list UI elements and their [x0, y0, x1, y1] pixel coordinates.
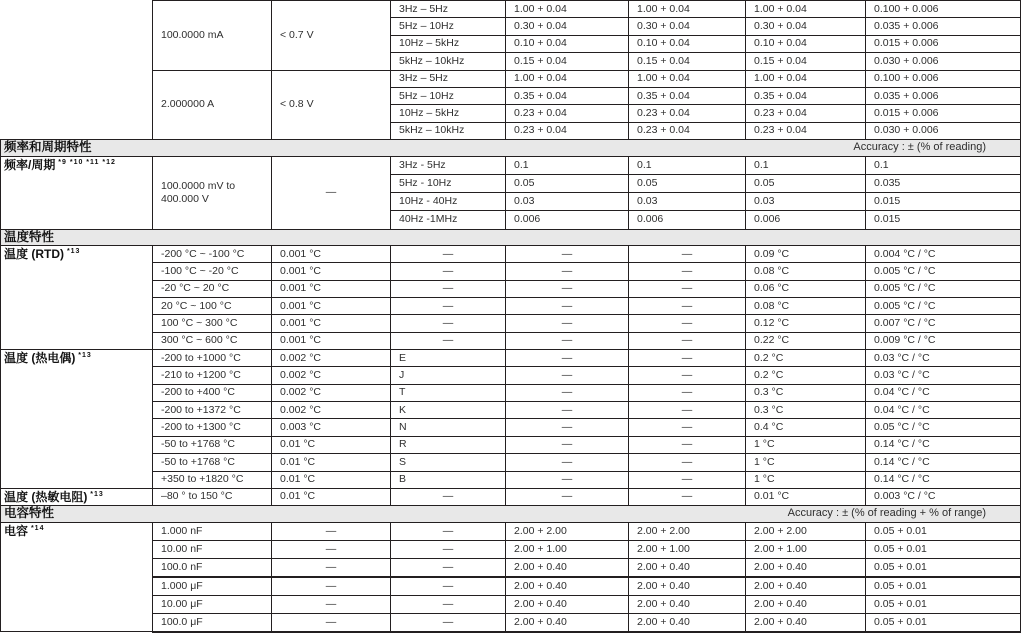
footnote-superscript: *13	[64, 248, 81, 256]
spec-value-cell: 1.00 + 0.04	[746, 70, 866, 87]
spec-value-cell: 2.00 + 0.40	[629, 559, 746, 577]
spec-value-cell: 0.035	[866, 174, 1021, 192]
not-applicable-dash-cell: —	[272, 522, 391, 540]
spec-value-cell: 0.03	[629, 193, 746, 211]
spec-value-cell: 0.002 °C	[272, 384, 391, 401]
spec-value-cell: J	[391, 367, 506, 384]
spec-value-cell: 0.1	[866, 156, 1021, 174]
spec-value-cell: -200 to +1372 °C	[153, 402, 272, 419]
section-title: 频率和周期特性	[4, 140, 92, 155]
spec-value-cell: 0.005 °C / °C	[866, 280, 1021, 297]
not-applicable-dash-cell: —	[506, 315, 629, 332]
not-applicable-dash-cell: —	[629, 436, 746, 453]
spec-value-cell: 0.01 °C	[272, 454, 391, 471]
not-applicable-dash-cell: —	[506, 419, 629, 436]
spec-value-cell: 0.14 °C / °C	[866, 454, 1021, 471]
not-applicable-dash-cell: —	[629, 367, 746, 384]
spec-value-cell: 40Hz -1MHz	[391, 211, 506, 229]
not-applicable-dash-cell: —	[629, 315, 746, 332]
spec-value-cell: S	[391, 454, 506, 471]
spec-value-cell: 0.001 °C	[272, 298, 391, 315]
spec-value-cell: 0.3 °C	[746, 384, 866, 401]
spec-value-cell: 2.00 + 0.40	[746, 577, 866, 595]
spec-value-cell: –80 ° to 150 °C	[153, 489, 272, 506]
spec-value-cell: -200 to +400 °C	[153, 384, 272, 401]
spec-value-cell: 0.030 + 0.006	[866, 122, 1021, 139]
spec-value-cell: 0.030 + 0.006	[866, 53, 1021, 70]
spec-value-cell: 100.0 nF	[153, 559, 272, 577]
spec-value-cell: 0.14 °C / °C	[866, 436, 1021, 453]
not-applicable-dash-cell: —	[391, 298, 506, 315]
section-title: 电容特性	[4, 506, 55, 521]
not-applicable-dash-cell: —	[391, 540, 506, 558]
spec-value-cell: 1.00 + 0.04	[629, 70, 746, 87]
spec-value-cell: 2.00 + 0.40	[506, 577, 629, 595]
spec-value-cell: 3Hz - 5Hz	[391, 156, 506, 174]
spec-value-cell: 0.006	[506, 211, 629, 229]
spec-value-cell: 5Hz - 10Hz	[391, 174, 506, 192]
spec-value-cell: 0.1	[506, 156, 629, 174]
spec-value-cell: 2.00 + 2.00	[506, 522, 629, 540]
spec-value-cell: 20 °C ~ 100 °C	[153, 298, 272, 315]
not-applicable-dash-cell: —	[506, 263, 629, 280]
spec-value-cell: 5kHz – 10kHz	[391, 53, 506, 70]
spec-value-cell: 0.08 °C	[746, 263, 866, 280]
spec-value-cell: 0.100 + 0.006	[866, 70, 1021, 87]
not-applicable-dash-cell: —	[629, 471, 746, 488]
spec-value-cell: -200 to +1300 °C	[153, 419, 272, 436]
spec-value-cell: -50 to +1768 °C	[153, 436, 272, 453]
footnote-superscript: *14	[28, 524, 45, 532]
spec-value-cell: 0.001 °C	[272, 246, 391, 263]
spec-value-cell: 0.4 °C	[746, 419, 866, 436]
spec-value-cell: -20 °C ~ 20 °C	[153, 280, 272, 297]
spec-value-cell: 0.01 °C	[272, 471, 391, 488]
footnote-superscript: *13	[87, 491, 104, 499]
spec-value-cell: 2.00 + 0.40	[629, 614, 746, 632]
spec-value-cell: 0.10 + 0.04	[506, 35, 629, 52]
spec-value-cell: 0.05 + 0.01	[866, 577, 1021, 595]
not-applicable-dash-cell: —	[272, 577, 391, 595]
spec-value-cell: R	[391, 436, 506, 453]
spec-value-cell: 0.01 °C	[272, 489, 391, 506]
not-applicable-dash-cell: —	[629, 246, 746, 263]
spec-value-cell: 0.001 °C	[272, 332, 391, 349]
spec-value-cell: 0.003 °C / °C	[866, 489, 1021, 506]
spec-value-cell: 0.004 °C / °C	[866, 246, 1021, 263]
row-group-label: 温度 (热敏电阻) $^{*13}$	[1, 489, 153, 506]
not-applicable-dash-cell: —	[506, 298, 629, 315]
spec-value-cell: 2.00 + 2.00	[629, 522, 746, 540]
spec-value-cell: 0.06 °C	[746, 280, 866, 297]
not-applicable-dash-cell: —	[506, 349, 629, 366]
spec-value-cell: 0.035 + 0.006	[866, 18, 1021, 35]
not-applicable-dash-cell: —	[391, 559, 506, 577]
spec-value-cell: 0.015 + 0.006	[866, 35, 1021, 52]
spec-value-cell: 0.05	[746, 174, 866, 192]
spec-value-cell: 0.05 + 0.01	[866, 540, 1021, 558]
spec-value-cell: 0.2 °C	[746, 349, 866, 366]
not-applicable-dash-cell: —	[391, 332, 506, 349]
spec-value-cell: 0.23 + 0.04	[629, 122, 746, 139]
spec-value-cell: 0.15 + 0.04	[746, 53, 866, 70]
not-applicable-dash-cell: —	[391, 577, 506, 595]
not-applicable-dash-cell: —	[272, 559, 391, 577]
spec-value-cell: 0.002 °C	[272, 402, 391, 419]
spec-value-cell: 0.05	[506, 174, 629, 192]
spec-value-cell: 0.05 + 0.01	[866, 614, 1021, 632]
not-applicable-dash-cell: —	[629, 384, 746, 401]
spec-value-cell: 0.22 °C	[746, 332, 866, 349]
not-applicable-dash-cell: —	[272, 540, 391, 558]
spec-value-cell: 0.1	[746, 156, 866, 174]
spec-value-cell: 0.23 + 0.04	[629, 105, 746, 122]
spec-value-cell: 10Hz – 5kHz	[391, 35, 506, 52]
spec-value-cell: 2.00 + 0.40	[629, 577, 746, 595]
spec-value-cell: 0.100 + 0.006	[866, 1, 1021, 18]
not-applicable-dash-cell: —	[506, 489, 629, 506]
spec-value-cell: 0.035 + 0.006	[866, 87, 1021, 104]
spec-value-cell: 0.23 + 0.04	[506, 122, 629, 139]
spec-value-cell: 0.003 °C	[272, 419, 391, 436]
section-header-bar	[1, 229, 1021, 246]
spec-value-cell: 100 °C ~ 300 °C	[153, 315, 272, 332]
spec-value-cell: 2.00 + 0.40	[506, 614, 629, 632]
spec-value-cell: 0.05 °C / °C	[866, 419, 1021, 436]
spec-value-cell: 0.08 °C	[746, 298, 866, 315]
spec-value-cell: 0.12 °C	[746, 315, 866, 332]
row-group-label: 温度 (热电偶) $^{*13}$	[1, 349, 153, 488]
not-applicable-dash-cell: —	[629, 489, 746, 506]
spec-value-cell: 10.00 μF	[153, 595, 272, 613]
spec-value-cell: 100.0000 mV to 400.000 V	[153, 156, 272, 229]
spec-value-cell: < 0.8 V	[272, 70, 391, 140]
spec-value-cell: 0.23 + 0.04	[746, 122, 866, 139]
spec-value-cell: 0.015	[866, 211, 1021, 229]
spec-value-cell: 2.00 + 2.00	[746, 522, 866, 540]
spec-value-cell: 0.23 + 0.04	[506, 105, 629, 122]
spec-value-cell: 1 °C	[746, 471, 866, 488]
spec-value-cell: 1.00 + 0.04	[506, 70, 629, 87]
not-applicable-dash-cell: —	[506, 402, 629, 419]
spec-value-cell: 0.01 °C	[272, 436, 391, 453]
spec-value-cell: 0.14 °C / °C	[866, 471, 1021, 488]
not-applicable-dash-cell: —	[629, 280, 746, 297]
spec-value-cell: 1.000 nF	[153, 522, 272, 540]
spec-value-cell: 0.2 °C	[746, 367, 866, 384]
spec-value-cell: 0.04 °C / °C	[866, 384, 1021, 401]
spec-value-cell: 1 °C	[746, 454, 866, 471]
not-applicable-dash-cell: —	[391, 522, 506, 540]
spec-value-cell: 100.0 μF	[153, 614, 272, 632]
not-applicable-dash-cell: —	[272, 614, 391, 632]
not-applicable-dash-cell: —	[506, 454, 629, 471]
spec-value-cell: 0.002 °C	[272, 349, 391, 366]
spec-value-cell: 0.04 °C / °C	[866, 402, 1021, 419]
spec-value-cell: -200 to +1000 °C	[153, 349, 272, 366]
not-applicable-dash-cell: —	[506, 436, 629, 453]
spec-value-cell: +350 to +1820 °C	[153, 471, 272, 488]
not-applicable-dash-cell: —	[629, 419, 746, 436]
spec-value-cell: -210 to +1200 °C	[153, 367, 272, 384]
spec-value-cell: 0.30 + 0.04	[746, 18, 866, 35]
spec-value-cell: 0.007 °C / °C	[866, 315, 1021, 332]
spec-value-cell: 10Hz - 40Hz	[391, 193, 506, 211]
spec-value-cell: 5kHz – 10kHz	[391, 122, 506, 139]
spec-value-cell: 2.000000 A	[153, 70, 272, 140]
row-group-label: 电容 $^{*14}$	[1, 522, 153, 632]
spec-value-cell: 0.005 °C / °C	[866, 263, 1021, 280]
section-header-bar	[1, 140, 1021, 157]
spec-value-cell: 0.1	[629, 156, 746, 174]
spec-value-cell: 100.0000 mA	[153, 1, 272, 71]
spec-value-cell: 0.15 + 0.04	[506, 53, 629, 70]
spec-value-cell: 0.30 + 0.04	[629, 18, 746, 35]
spec-value-cell: 2.00 + 0.40	[746, 595, 866, 613]
not-applicable-dash-cell: —	[629, 402, 746, 419]
spec-value-cell: 0.006	[629, 211, 746, 229]
spec-value-cell: 0.15 + 0.04	[629, 53, 746, 70]
spec-value-cell: T	[391, 384, 506, 401]
not-applicable-dash-cell: —	[272, 595, 391, 613]
spec-value-cell: 0.10 + 0.04	[746, 35, 866, 52]
spec-value-cell: 3Hz – 5Hz	[391, 1, 506, 18]
accuracy-note: Accuracy : ± (% of reading)	[853, 141, 986, 154]
not-applicable-dash-cell: —	[629, 454, 746, 471]
spec-value-cell: E	[391, 349, 506, 366]
spec-value-cell: 2.00 + 1.00	[629, 540, 746, 558]
spec-value-cell: 2.00 + 0.40	[746, 614, 866, 632]
not-applicable-dash-cell: —	[629, 263, 746, 280]
spec-value-cell: 2.00 + 1.00	[506, 540, 629, 558]
spec-value-cell: 2.00 + 1.00	[746, 540, 866, 558]
not-applicable-dash-cell: —	[391, 614, 506, 632]
spec-value-cell: 0.3 °C	[746, 402, 866, 419]
spec-value-cell: 1 °C	[746, 436, 866, 453]
not-applicable-dash-cell: —	[506, 246, 629, 263]
not-applicable-dash-cell: —	[391, 246, 506, 263]
spec-value-cell: 0.05 + 0.01	[866, 522, 1021, 540]
spec-value-cell: 10Hz – 5kHz	[391, 105, 506, 122]
spec-value-cell: N	[391, 419, 506, 436]
spec-value-cell: 0.05	[629, 174, 746, 192]
section-title: 温度特性	[4, 229, 55, 244]
spec-value-cell: 5Hz – 10Hz	[391, 87, 506, 104]
not-applicable-dash-cell: —	[391, 315, 506, 332]
spec-value-cell: 0.35 + 0.04	[746, 87, 866, 104]
accuracy-note: Accuracy : ± (% of reading + % of range)	[787, 506, 986, 519]
spec-value-cell: 0.03	[506, 193, 629, 211]
footnote-superscript: *9 *10 *11 *12	[55, 158, 116, 166]
blank-cell	[1, 1, 153, 140]
spec-value-cell: 0.05 + 0.01	[866, 595, 1021, 613]
spec-value-cell: 0.35 + 0.04	[506, 87, 629, 104]
spec-value-cell: 0.009 °C / °C	[866, 332, 1021, 349]
spec-value-cell: 0.015	[866, 193, 1021, 211]
spec-value-cell: 0.001 °C	[272, 263, 391, 280]
not-applicable-dash-cell: —	[629, 298, 746, 315]
not-applicable-dash-cell: —	[391, 595, 506, 613]
not-applicable-dash-cell: —	[272, 156, 391, 229]
row-group-label: 温度 (RTD) $^{*13}$	[1, 246, 153, 350]
spec-value-cell: 0.03	[746, 193, 866, 211]
spec-value-cell: 0.001 °C	[272, 280, 391, 297]
spec-value-cell: 2.00 + 0.40	[629, 595, 746, 613]
not-applicable-dash-cell: —	[506, 471, 629, 488]
spec-value-cell: 0.01 °C	[746, 489, 866, 506]
spec-value-cell: 3Hz – 5Hz	[391, 70, 506, 87]
spec-value-cell: 2.00 + 0.40	[746, 559, 866, 577]
spec-value-cell: 0.30 + 0.04	[506, 18, 629, 35]
footnote-superscript: *13	[75, 351, 92, 359]
spec-value-cell: K	[391, 402, 506, 419]
spec-value-cell: 0.005 °C / °C	[866, 298, 1021, 315]
spec-value-cell: -100 °C ~ -20 °C	[153, 263, 272, 280]
row-group-label: 频率/周期 $^{*9 *10 *11 *12}$	[1, 156, 153, 229]
not-applicable-dash-cell: —	[506, 384, 629, 401]
not-applicable-dash-cell: —	[506, 367, 629, 384]
spec-value-cell: -50 to +1768 °C	[153, 454, 272, 471]
spec-value-cell: 0.23 + 0.04	[746, 105, 866, 122]
spec-value-cell: 0.015 + 0.006	[866, 105, 1021, 122]
not-applicable-dash-cell: —	[391, 263, 506, 280]
spec-value-cell: 0.09 °C	[746, 246, 866, 263]
spec-value-cell: 0.03 °C / °C	[866, 349, 1021, 366]
spec-value-cell: 2.00 + 0.40	[506, 559, 629, 577]
spec-value-cell: 0.35 + 0.04	[629, 87, 746, 104]
spec-value-cell: 10.00 nF	[153, 540, 272, 558]
spec-value-cell: < 0.7 V	[272, 1, 391, 71]
spec-value-cell: -200 °C ~ -100 °C	[153, 246, 272, 263]
section-header-bar	[1, 506, 1021, 523]
spec-value-cell: 1.00 + 0.04	[746, 1, 866, 18]
spec-value-cell: 0.05 + 0.01	[866, 559, 1021, 577]
not-applicable-dash-cell: —	[506, 332, 629, 349]
spec-value-cell: 0.001 °C	[272, 315, 391, 332]
spec-value-cell: 1.000 μF	[153, 577, 272, 595]
spec-value-cell: B	[391, 471, 506, 488]
spec-value-cell: 300 °C ~ 600 °C	[153, 332, 272, 349]
spec-value-cell: 1.00 + 0.04	[506, 1, 629, 18]
not-applicable-dash-cell: —	[391, 489, 506, 506]
not-applicable-dash-cell: —	[629, 332, 746, 349]
not-applicable-dash-cell: —	[506, 280, 629, 297]
spec-value-cell: 0.03 °C / °C	[866, 367, 1021, 384]
spec-value-cell: 0.10 + 0.04	[629, 35, 746, 52]
not-applicable-dash-cell: —	[391, 280, 506, 297]
spec-value-cell: 2.00 + 0.40	[506, 595, 629, 613]
spec-value-cell: 0.002 °C	[272, 367, 391, 384]
spec-value-cell: 1.00 + 0.04	[629, 1, 746, 18]
spec-value-cell: 5Hz – 10Hz	[391, 18, 506, 35]
spec-value-cell: 0.006	[746, 211, 866, 229]
not-applicable-dash-cell: —	[629, 349, 746, 366]
